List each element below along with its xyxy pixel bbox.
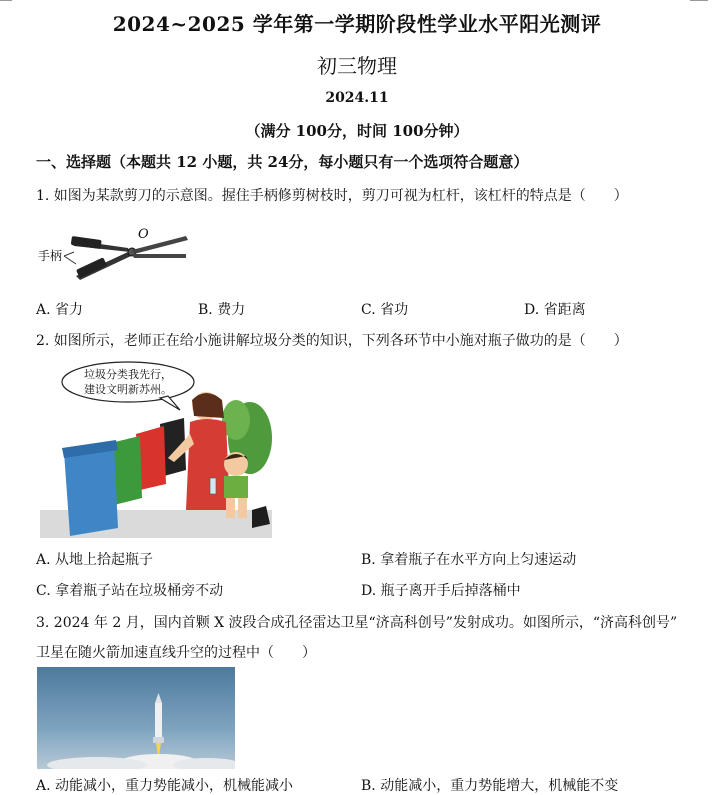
q2-option-b: B. 拿着瓶子在水平方向上匀速运动 [361, 552, 577, 568]
q1-option-a: A. 省力 [36, 302, 84, 318]
section-heading: 一、选择题（本题共 12 小题，共 24分，每小题只有一个选项符合题意） [36, 153, 529, 171]
exam-subject: 初三物理 [317, 54, 397, 78]
q3-option-a-partial: A. 动能减小，重力势能减小，机械能减小 [36, 778, 294, 794]
question-3-stem-line-1: 3. 2024 年 2 月，国内首颗 X 波段合成孔径雷达卫星“济高科创号”发射成功。如图所示，“济高科创号” [36, 615, 678, 631]
exam-date: 2024.11 [325, 90, 389, 106]
q1-option-c: C. 省功 [361, 302, 409, 318]
question-2-stem: 2. 如图所示，老师正在给小施讲解垃圾分类的知识，下列各环节中小施对瓶子做功的是（ ） [36, 333, 628, 349]
bubble-line-2: 建设文明新苏州。 [84, 383, 172, 396]
rocket-launch-photo [37, 667, 235, 769]
q2-option-c: C. 拿着瓶子站在垃圾桶旁不动 [36, 583, 224, 599]
pivot-label: O [138, 227, 149, 242]
garbage-sorting-figure [40, 360, 272, 538]
q3-option-b-partial: B. 动能减小，重力势能增大，机械能不变 [361, 778, 619, 794]
question-1-stem: 1. 如图为某款剪刀的示意图。握住手柄修剪树枝时，剪刀可视为杠杆，该杠杆的特点是（ ） [36, 188, 628, 204]
q1-option-d: D. 省距离 [524, 302, 586, 318]
q1-option-b: B. 费力 [198, 302, 246, 318]
q2-option-a: A. 从地上拾起瓶子 [36, 552, 154, 568]
scissors-figure [36, 218, 196, 282]
page-edge-mark-right [690, 0, 708, 1]
score-time-note: （满分 100分，时间 100分钟） [245, 122, 469, 140]
handle-label: 手柄 [38, 249, 63, 263]
bubble-line-1: 垃圾分类我先行， [84, 368, 172, 381]
question-3-stem-line-2: 卫星在随火箭加速直线升空的过程中（ ） [36, 645, 316, 661]
page-edge-mark-left [0, 0, 12, 1]
q2-option-d: D. 瓶子离开手后掉落桶中 [361, 583, 521, 599]
exam-title: 2024~2025 学年第一学期阶段性学业水平阳光测评 [112, 12, 602, 36]
